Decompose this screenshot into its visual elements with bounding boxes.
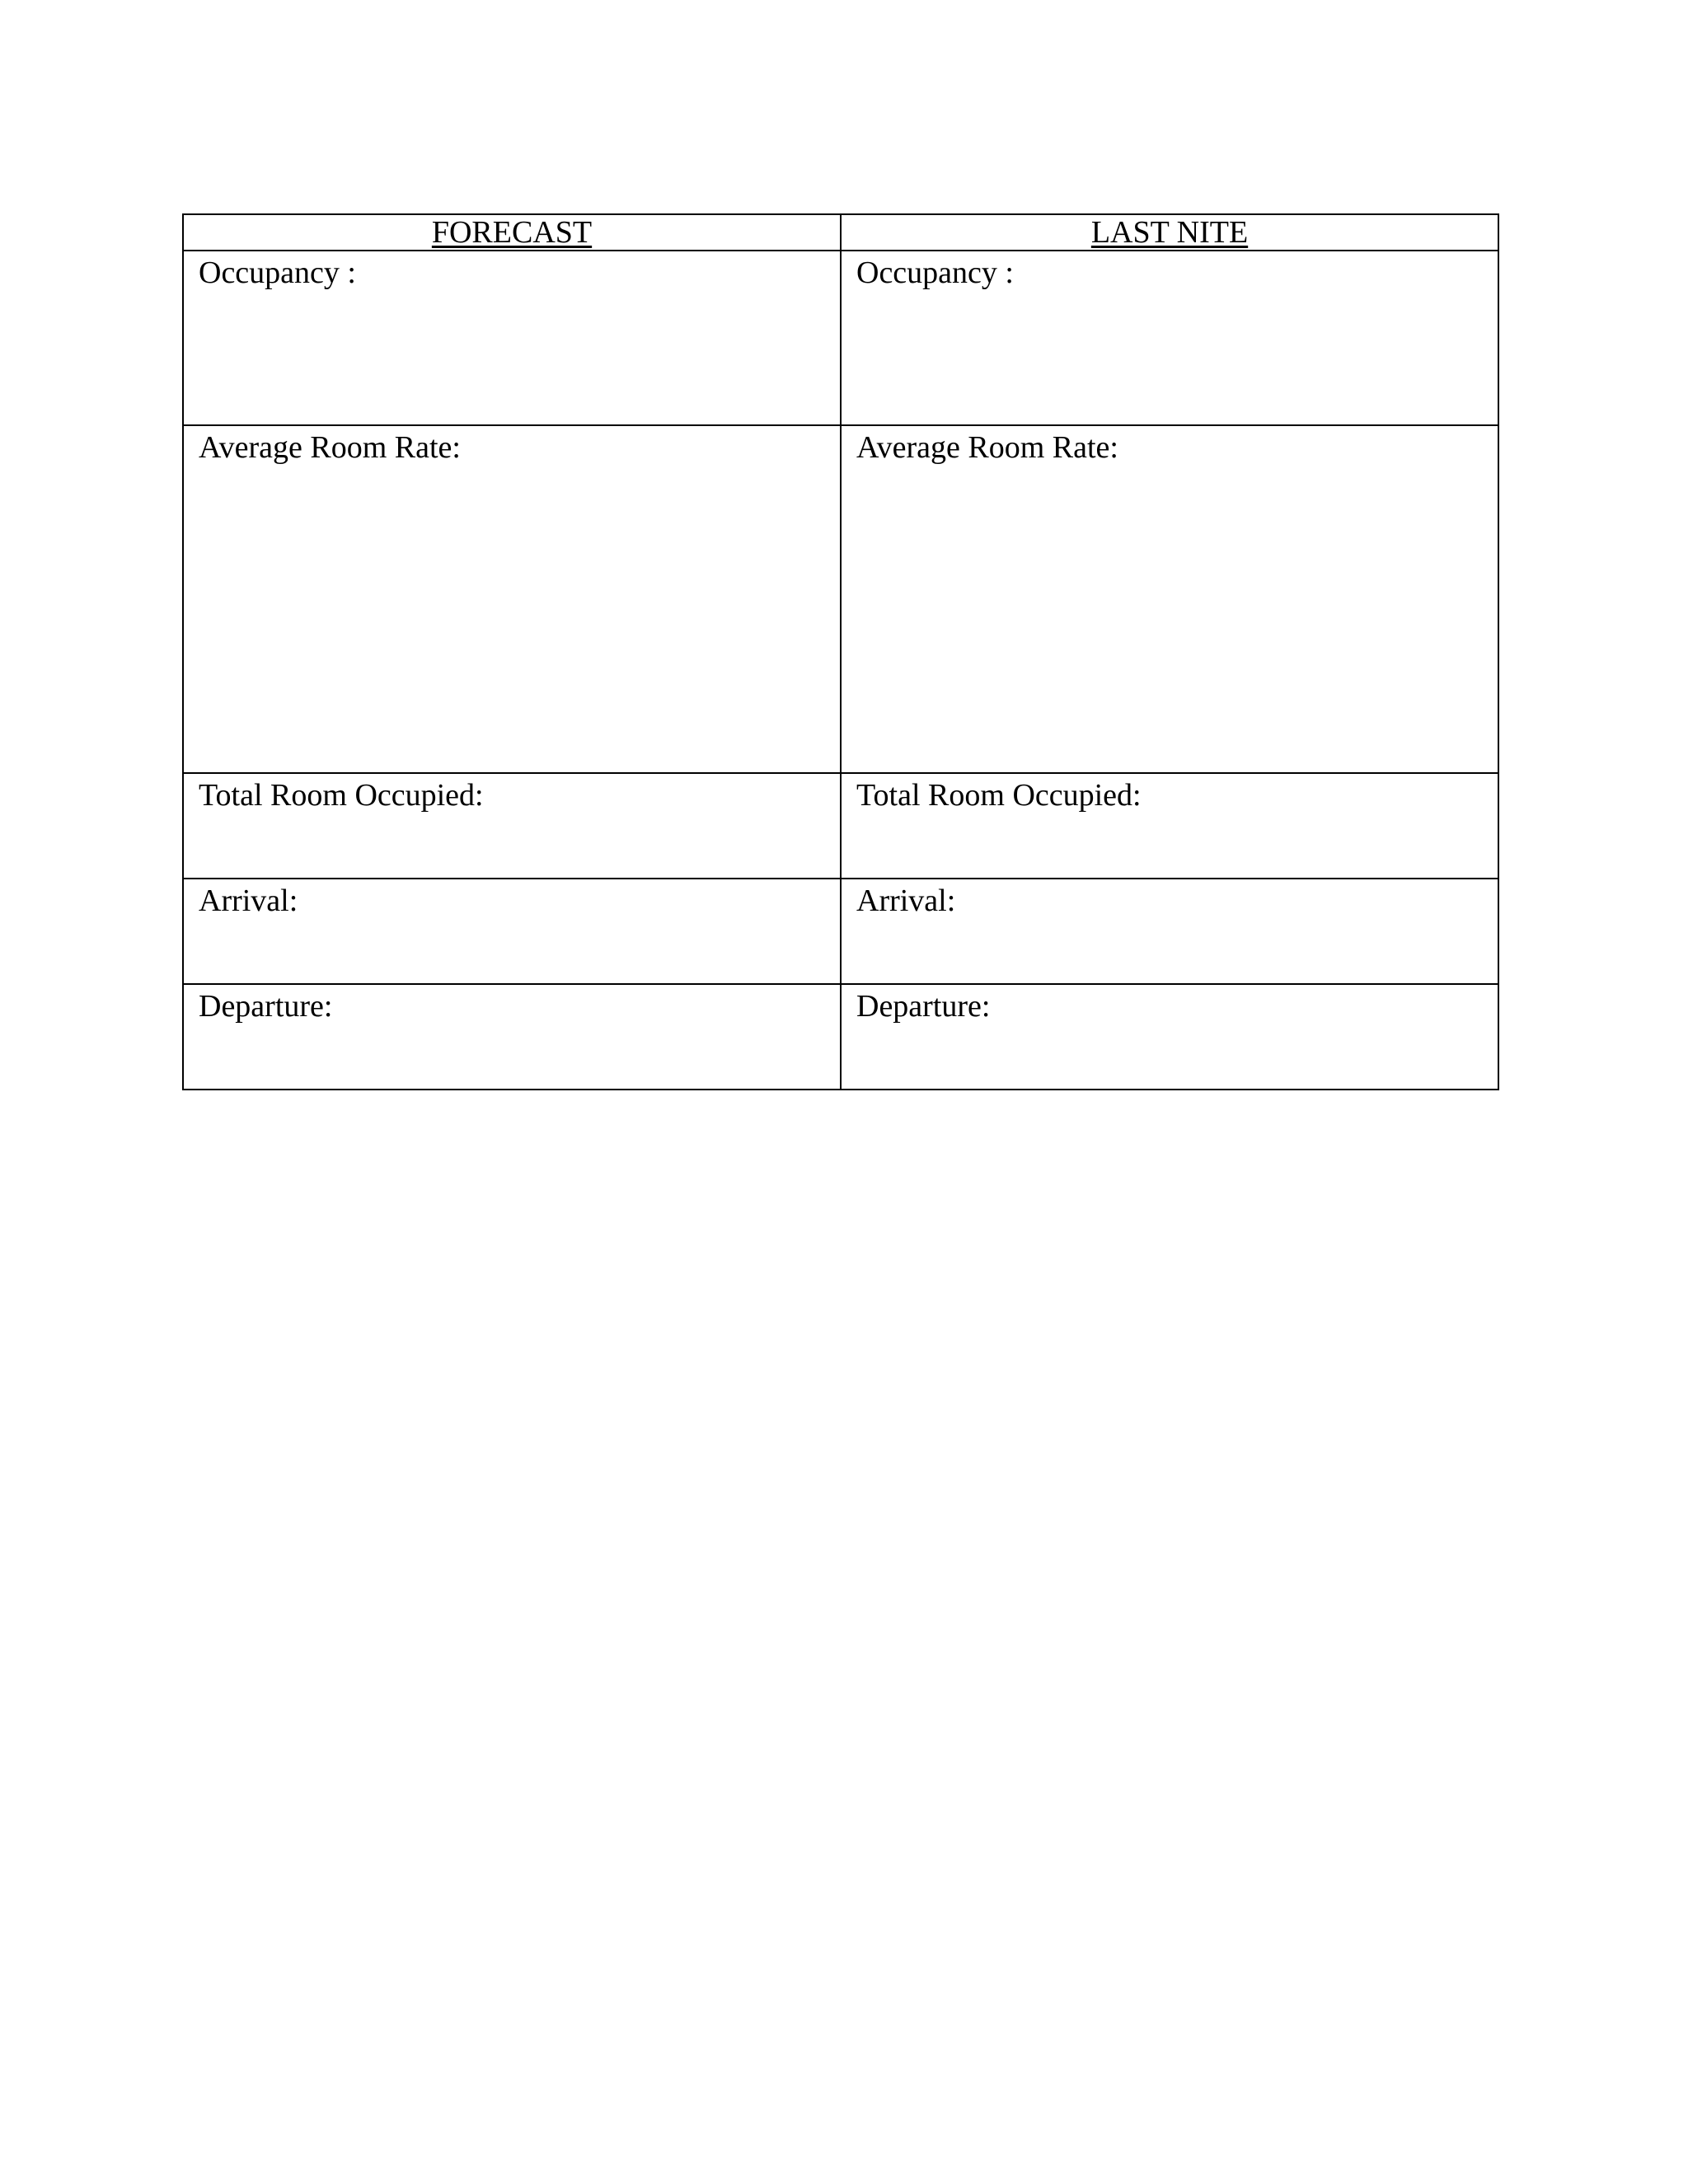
last-nite-departure-cell: Departure: xyxy=(841,984,1498,1090)
last-nite-arrival-cell: Arrival: xyxy=(841,879,1498,984)
forecast-departure-cell: Departure: xyxy=(183,984,841,1090)
forecast-total-room-occupied-cell: Total Room Occupied: xyxy=(183,773,841,879)
table-row xyxy=(183,879,1498,984)
last-nite-total-room-occupied-cell: Total Room Occupied: xyxy=(841,773,1498,879)
table-row xyxy=(183,251,1498,425)
forecast-occupancy-cell: Occupancy : xyxy=(183,251,841,425)
last-nite-average-room-rate-cell: Average Room Rate: xyxy=(841,425,1498,773)
forecast-average-room-rate-cell: Average Room Rate: xyxy=(183,425,841,773)
table-header-row xyxy=(183,214,1498,251)
forecast-arrival-cell: Arrival: xyxy=(183,879,841,984)
forecast-header: FORECAST xyxy=(183,214,841,251)
forecast-last-nite-table xyxy=(182,213,1499,1090)
last-nite-header: LAST NITE xyxy=(841,214,1498,251)
table-row xyxy=(183,984,1498,1090)
table-row xyxy=(183,425,1498,773)
last-nite-occupancy-cell: Occupancy : xyxy=(841,251,1498,425)
table-row xyxy=(183,773,1498,879)
